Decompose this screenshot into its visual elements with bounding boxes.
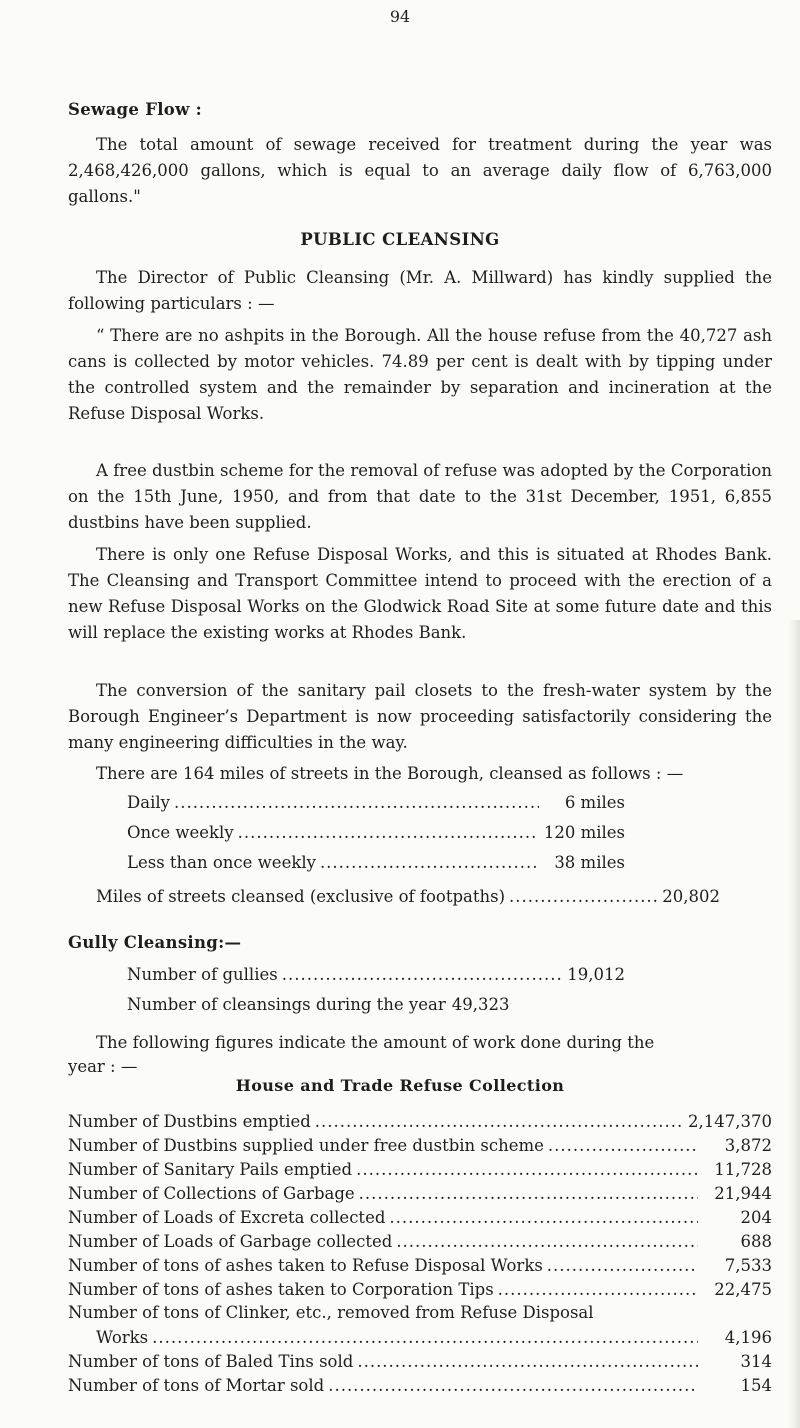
leader-dots — [359, 1182, 698, 1206]
gully-value: 19,012 — [567, 965, 625, 984]
intro-paragraph — [68, 265, 772, 317]
gully-cleansing-heading: Gully Cleansing:— — [68, 933, 242, 952]
gully-row — [127, 963, 625, 987]
miles-cleansed-label: Miles of streets cleansed (exclusive of footpaths) — [96, 887, 506, 906]
intro-text: The Director of Public Cleansing (Mr. A. Millward) has kindly supplied the following particulars : — — [68, 268, 772, 313]
row-value: 21,944 — [714, 1184, 772, 1203]
row-value: 11,728 — [714, 1160, 772, 1179]
leader-dots — [320, 851, 539, 875]
page-number: 94 — [389, 7, 411, 26]
pail-closets-text: The conversion of the sanitary pail closets to the fresh-water system by the Borough Engineer’s Department is now proceeding satisfactorily considering the many engineering difficulties in the way. — [68, 681, 772, 752]
row-label: Number of tons of Mortar sold — [68, 1376, 325, 1395]
leader-dots — [315, 1110, 684, 1134]
table-row — [68, 1134, 772, 1158]
table-row — [68, 1110, 772, 1134]
table-row — [68, 1206, 772, 1230]
row-label: Number of tons of Baled Tins sold — [68, 1352, 354, 1371]
table-row — [68, 1254, 772, 1278]
streets-row-daily — [127, 791, 625, 815]
row-value: 314 — [740, 1352, 772, 1371]
streets-row-less-than-weekly — [127, 851, 625, 875]
row-label: Works — [96, 1328, 149, 1347]
leader-dots — [547, 1254, 698, 1278]
row-label: Number of Loads of Excreta collected — [68, 1208, 386, 1227]
table-row — [96, 1326, 772, 1350]
street-label: Less than once weekly — [127, 853, 316, 872]
leader-dots — [389, 1206, 698, 1230]
street-label: Once weekly — [127, 823, 234, 842]
public-cleansing-heading: PUBLIC CLEANSING — [300, 230, 500, 249]
row-value: 154 — [740, 1376, 772, 1395]
gully-label: Number of gullies — [127, 965, 278, 984]
ashpits-text: “ There are no ashpits in the Borough. All the house refuse from the 40,727 ash cans is collected by motor vehicles. 74.89 per cent is dealt with by tipping under the controlled system and the remainder by separation and incineration at the Refuse Disposal Works. — [68, 326, 772, 423]
row-label: Number of tons of ashes taken to Corporation Tips — [68, 1280, 494, 1299]
table-row — [68, 1374, 772, 1398]
leader-dots — [356, 1158, 698, 1182]
ashpits-paragraph — [68, 323, 772, 427]
leader-dots — [328, 1374, 698, 1398]
leader-dots — [498, 1278, 698, 1302]
row-label: Number of Dustbins supplied under free dustbin scheme — [68, 1136, 544, 1155]
row-label: Number of Sanitary Pails emptied — [68, 1160, 353, 1179]
row-value: 204 — [740, 1208, 772, 1227]
leader-dots — [396, 1230, 698, 1254]
leader-dots — [548, 1134, 698, 1158]
row-value: 2,147,370 — [688, 1112, 772, 1131]
figures-intro-text — [96, 1030, 772, 1056]
street-value: 38 miles — [554, 853, 625, 872]
row-label: Number of Dustbins emptied — [68, 1112, 311, 1131]
leader-dots — [509, 885, 658, 909]
sewage-flow-paragraph — [68, 132, 772, 210]
leader-dots — [174, 791, 539, 815]
page-edge-shadow — [788, 620, 800, 1428]
row-label: Number of tons of ashes taken to Refuse Disposal Works — [68, 1256, 543, 1275]
leader-dots — [238, 821, 539, 845]
row-value: 7,533 — [724, 1256, 772, 1275]
row-label: Number of Collections of Garbage — [68, 1184, 355, 1203]
table-row — [68, 1182, 772, 1206]
clinker-label-line1: Number of tons of Clinker, etc., removed from Refuse Disposal — [68, 1303, 594, 1322]
figures-intro-line1 — [96, 1030, 772, 1056]
street-value: 120 miles — [543, 823, 625, 842]
table-row — [68, 1278, 772, 1302]
disposal-works-paragraph — [68, 542, 772, 646]
leader-dots — [357, 1350, 698, 1374]
table-row — [68, 1158, 772, 1182]
miles-cleansed-row — [96, 885, 720, 909]
table-row — [68, 1350, 772, 1374]
streets-row-once-weekly — [127, 821, 625, 845]
street-value: 6 miles — [564, 793, 625, 812]
figures-intro-line2: year : — — [68, 1057, 138, 1076]
row-value: 22,475 — [714, 1280, 772, 1299]
sewage-flow-heading: Sewage Flow : — [68, 100, 203, 119]
dustbin-scheme-paragraph — [68, 458, 772, 536]
figures-intro-part: The following figures indicate the amount of work done during the — [96, 1033, 655, 1052]
row-value: 4,196 — [724, 1328, 772, 1347]
street-label: Daily — [127, 793, 170, 812]
row-label: Number of Loads of Garbage collected — [68, 1232, 393, 1251]
streets-intro: There are 164 miles of streets in the Borough, cleansed as follows : — — [96, 764, 684, 783]
miles-cleansed-value: 20,802 — [662, 887, 720, 906]
pail-closets-paragraph — [68, 678, 772, 756]
leader-dots — [152, 1326, 698, 1350]
gully-row — [127, 993, 625, 1017]
table-row — [68, 1230, 772, 1254]
collection-heading: House and Trade Refuse Collection — [235, 1076, 565, 1095]
sewage-flow-text: The total amount of sewage received for treatment during the year was 2,468,426,000 gallons, which is equal to an average daily flow of 6,763,000 gallons." — [68, 135, 772, 206]
leader-dots — [282, 963, 564, 987]
row-value: 3,872 — [724, 1136, 772, 1155]
gully-value: 49,323 — [451, 995, 510, 1014]
dustbin-scheme-text: A free dustbin scheme for the removal of refuse was adopted by the Corporation on the 15th June, 1950, and from that date to the 31st December, 1951, 6,855 dustbins have been supplied. — [68, 461, 772, 532]
disposal-works-text: There is only one Refuse Disposal Works, and this is situated at Rhodes Bank. The Cleansing and Transport Committee intend to proceed with the erection of a new Refuse Disposal Works on the Glodwick Road Site at some future date and this will replace the existing works at Rhodes Bank. — [68, 545, 772, 642]
gully-label: Number of cleansings during the year — [127, 995, 446, 1014]
row-value: 688 — [740, 1232, 772, 1251]
